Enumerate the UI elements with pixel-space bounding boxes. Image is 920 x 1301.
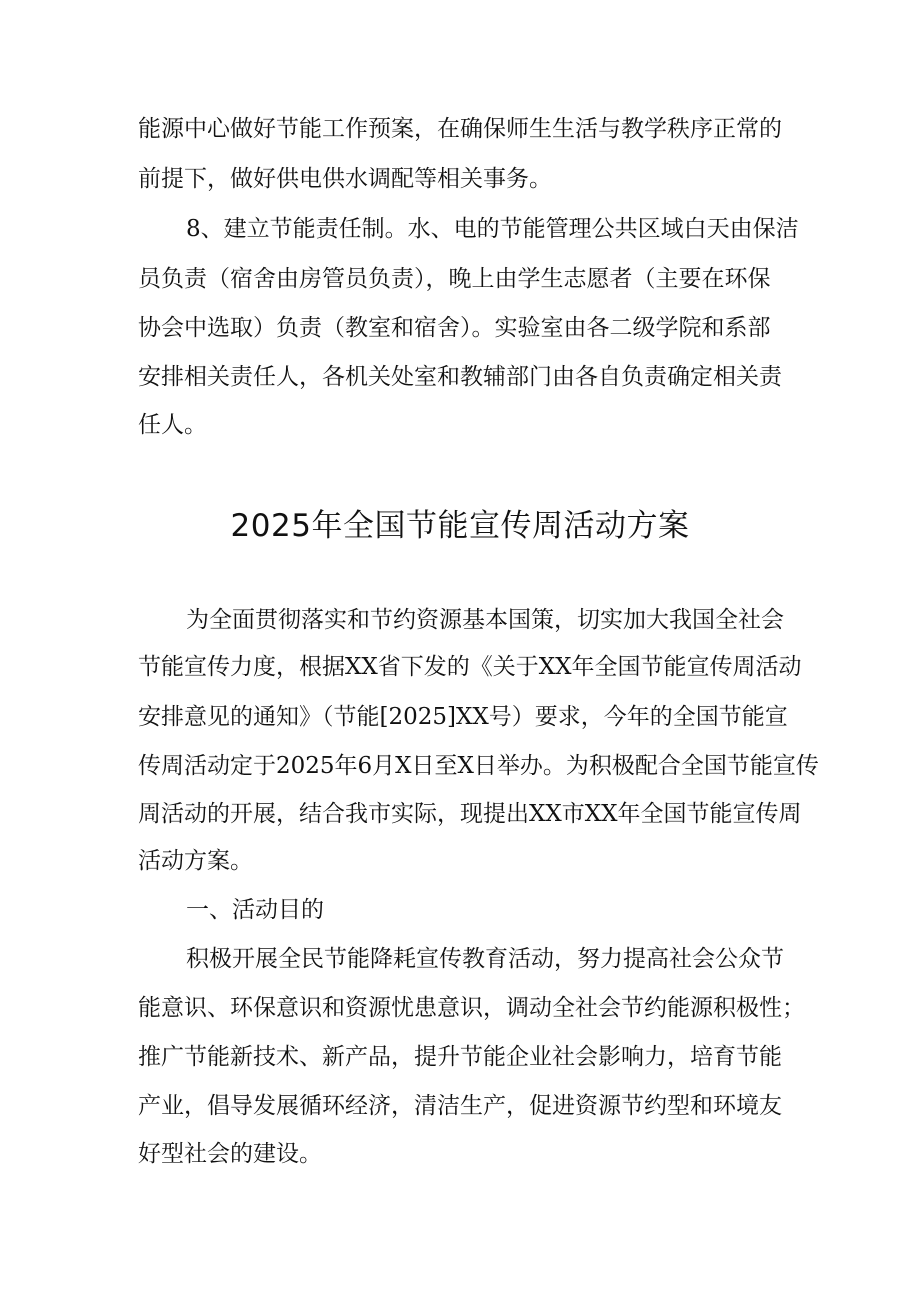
paragraph-line: 任人。 [138,412,207,438]
page-title: 2025年全国节能宣传周活动方案 [230,508,690,544]
paragraph-line: 8、建立节能责任制。水、电的节能管理公共区域白天由保洁 [186,216,799,242]
paragraph-line: 能意识、环保意识和资源忧患意识，调动全社会节约能源积极性； [138,995,805,1021]
paragraph-line: 员负责（宿舍由房管员负责），晚上由学生志愿者（主要在环保 [138,266,771,292]
paragraph-line: 好型社会的建设。 [138,1141,322,1167]
paragraph-line: 安排相关责任人，各机关处室和教辅部门由各自负责确定相关责 [138,364,782,390]
paragraph-line: 协会中选取）负责（教室和宿舍）。实验室由各二级学院和系部 [138,315,771,341]
paragraph-line: 能源中心做好节能工作预案，在确保师生生活与教学秩序正常的 [138,116,782,142]
paragraph-line: 积极开展全民节能降耗宣传教育活动，努力提高社会公众节 [186,946,784,972]
paragraph-line: 安排意见的通知》（节能[2025]XX号）要求，今年的全国节能宣 [138,704,788,730]
paragraph-line: 推广节能新技术、新产品，提升节能企业社会影响力，培育节能 [138,1044,782,1070]
paragraph-line: 前提下，做好供电供水调配等相关事务。 [138,166,552,192]
paragraph-line: 周活动的开展，结合我市实际，现提出XX市XX年全国节能宣传周 [138,801,802,827]
paragraph-line: 产业，倡导发展循环经济，清洁生产，促进资源节约型和环境友 [138,1093,782,1119]
paragraph-line: 活动方案。 [138,848,253,874]
paragraph-line: 节能宣传力度，根据XX省下发的《关于XX年全国节能宣传周活动 [138,654,802,680]
paragraph-line: 为全面贯彻落实和节约资源基本国策，切实加大我国全社会 [186,607,784,633]
section-heading: 一、活动目的 [186,897,324,923]
paragraph-line: 传周活动定于2025年6月X日至X日举办。为积极配合全国节能宣传 [138,753,819,779]
